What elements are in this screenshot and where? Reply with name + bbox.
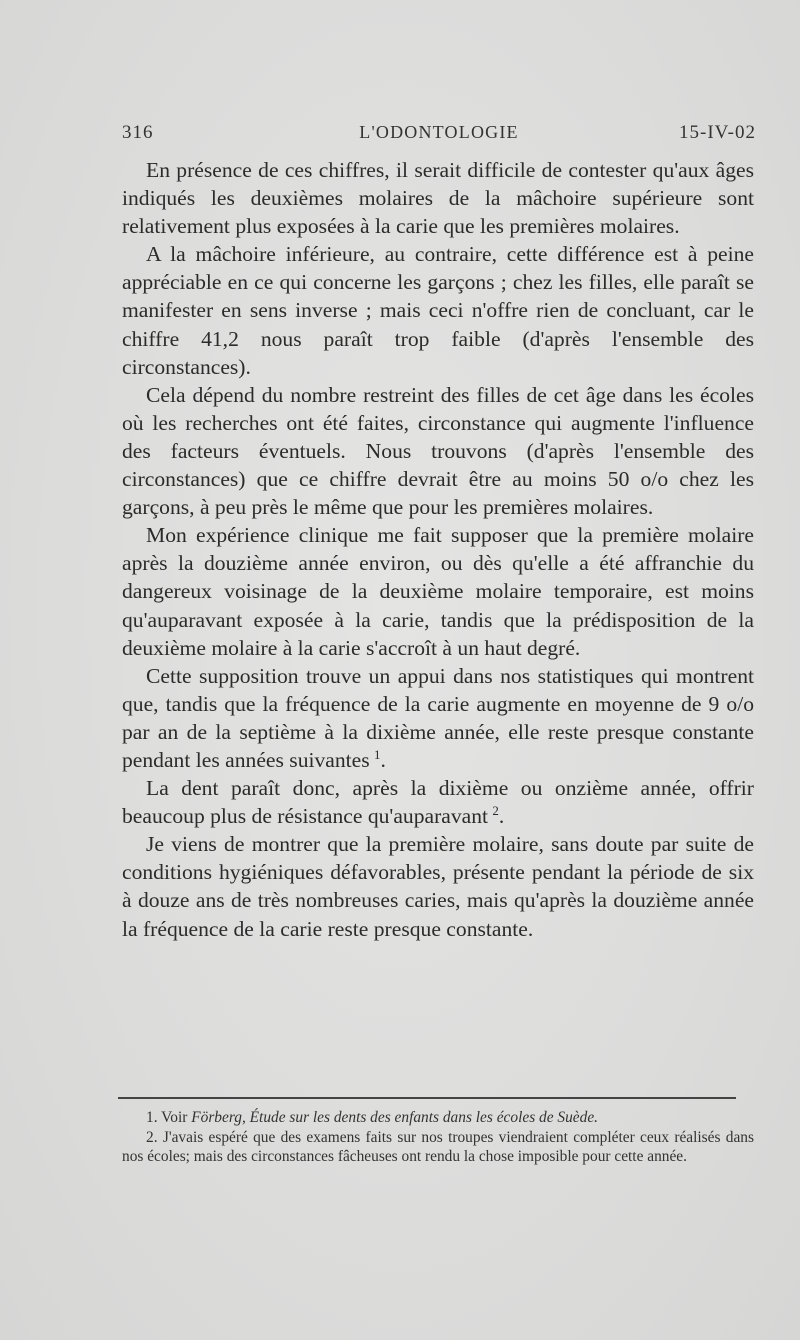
page-number: 316 xyxy=(122,122,154,143)
footnote-1-number: 1. xyxy=(146,1109,158,1126)
paragraph-1: En présence de ces chiffres, il serait difficile de contester qu'aux âges indiqués les deuxièmes molaires de la mâchoire supérieure sont relativement plus exposées à la carie que les premières molaires. xyxy=(122,158,754,239)
footnote-1 xyxy=(122,1108,754,1128)
footnotes xyxy=(122,1108,754,1167)
issue-date: 15-IV-02 xyxy=(679,122,756,143)
footnote-2 xyxy=(122,1128,754,1167)
footnote-divider xyxy=(118,1097,736,1099)
main-text xyxy=(122,156,754,943)
paragraph-3: Cela dépend du nombre restreint des filles de cet âge dans les écoles où les recherches ont été faites, circonstance qui augmente l'influence des facteurs éventuels. Nous trouvons (d'après l'ensemble des circonstances) que ce chiffre devrait être au moins 50 o/o chez les garçons, à peu près le même que pour les premières molaires. xyxy=(122,382,754,520)
paragraph-2: A la mâchoire inférieure, au contraire, cette différence est à peine appréciable en ce qui concerne les garçons ; chez les filles, elle paraît se manifester en sens inverse ; mais ceci n'offre rien de concluant, car le chiffre 41,2 nous paraît trop faible (d'après l'ensemble des circonstances). xyxy=(122,242,754,379)
paragraph-6-period: . xyxy=(498,804,505,829)
footnote-1-lead: Voir xyxy=(161,1109,188,1126)
footnote-2-number: 2. xyxy=(146,1128,158,1146)
journal-title: L'ODONTOLOGIE xyxy=(359,122,519,142)
paragraph-6 xyxy=(122,774,754,830)
footnote-2-text: J'avais espéré que des examens faits sur nos troupes viendraient compléter ceux réalisés dans nos écoles; mais des circonstances fâcheuses ont rendu la chose imposible pour cette année. xyxy=(122,1128,754,1165)
footnote-1-citation: Förberg, Étude sur les dents des enfants dans les écoles de Suède. xyxy=(191,1109,598,1126)
paragraph-5 xyxy=(122,662,754,774)
footnote-ref-1: 1 xyxy=(373,746,381,762)
running-header xyxy=(122,122,756,150)
paragraph-4: Mon expérience clinique me fait supposer que la première molaire après la douzième année environ, ou dès qu'elle a été affranchie du dangereux voisinage de la deuxième molaire temporaire, est moins qu'auparavant exposée à la carie, tandis que la prédisposition de la deuxième molaire à la carie s'accroît à un haut degré. xyxy=(122,523,754,660)
paragraph-5-period: . xyxy=(380,747,386,772)
footnote-ref-2: 2 xyxy=(492,802,499,818)
paragraph-5-text: Cette supposition trouve un appui dans nos statistiques qui montrent que, tandis que la fréquence de la carie augmente en moyenne de 9 o/o par an de la septième à la dixième année, elle reste presque constante pendant les années suivantes xyxy=(122,663,754,772)
paragraph-7: Je viens de montrer que la première molaire, sans doute par suite de conditions hygiéniques défavorables, présente pendant la période de six à douze ans de très nombreuses caries, mais qu'après la douzième année la fréquence de la carie reste presque constante. xyxy=(122,832,754,941)
paragraph-6-text: La dent paraît donc, après la dixième ou onzième année, offrir beaucoup plus de résistance qu'auparavant xyxy=(122,776,754,829)
